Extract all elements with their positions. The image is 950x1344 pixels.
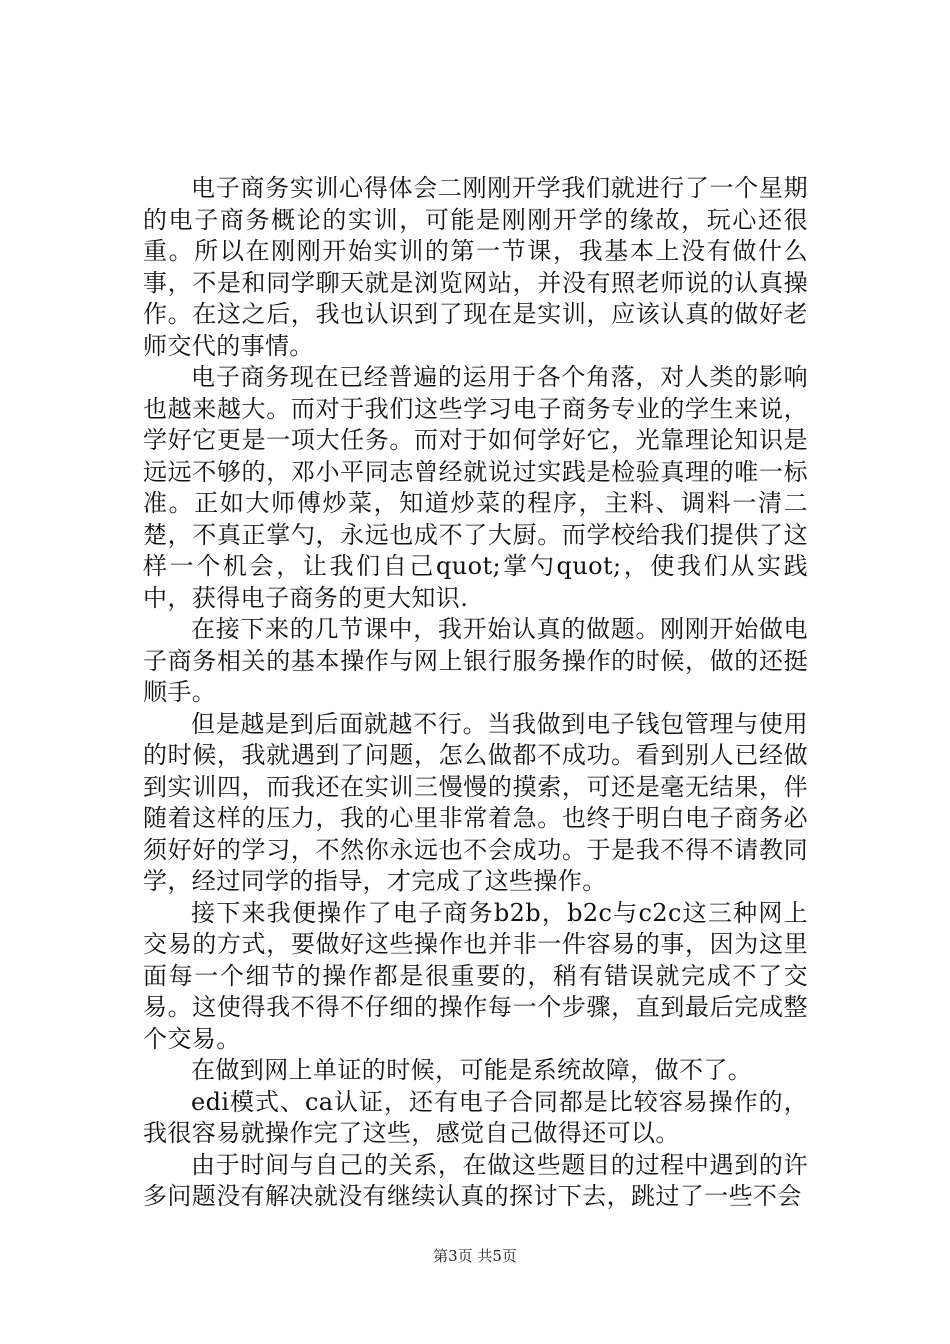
document-body [143, 173, 808, 1213]
paragraph-7: edi模式、ca认证，还有电子合同都是比较容易操作的，我很容易就操作完了这些，感觉自己做得还可以。 [143, 1087, 808, 1147]
paragraph-5: 接下来我便操作了电子商务b2b，b2c与c2c这三种网上交易的方式，要做好这些操作也并非一件容易的事，因为这里面每一个细节的操作都是很重要的，稍有错误就完成不了交易。这使得我不得不仔细的操作每一个步骤，直到最后完成整个交易。 [143, 898, 808, 1053]
page-number: 第3页 [433, 1247, 473, 1265]
paragraph-8: 由于时间与自己的关系，在做这些题目的过程中遇到的许多问题没有解决就没有继续认真的探讨下去，跳过了一些不会 [143, 1150, 808, 1210]
paragraph-4: 但是越是到后面就越不行。当我做到电子钱包管理与使用的时候，我就遇到了问题，怎么做都不成功。看到别人已经做到实训四，而我还在实训三慢慢的摸索，可还是毫无结果，伴随着这样的压力，我的心里非常着急。也终于明白电子商务必须好好的学习，不然你永远也不会成功。于是我不得不请教同学，经过同学的指导，才完成了这些操作。 [143, 709, 808, 895]
page-footer [0, 1245, 950, 1266]
paragraph-2: 电子商务现在已经普遍的运用于各个角落，对人类的影响也越来越大。而对于我们这些学习电子商务专业的学生来说，学好它更是一项大任务。而对于如何学好它，光靠理论知识是远远不够的，邓小平同志曾经就说过实践是检验真理的唯一标准。正如大师傅炒菜，知道炒菜的程序，主料、调料一清二楚，不真正掌勺，永远也成不了大厨。而学校给我们提供了这样一个机会，让我们自己quot;掌勺quot;，使我们从实践中，获得电子商务的更大知识. [143, 363, 808, 612]
page-total: 共5页 [477, 1247, 517, 1265]
paragraph-1: 电子商务实训心得体会二刚刚开学我们就进行了一个星期的电子商务概论的实训，可能是刚刚开学的缘故，玩心还很重。所以在刚刚开始实训的第一节课，我基本上没有做什么事，不是和同学聊天就是浏览网站，并没有照老师说的认真操作。在这之后，我也认识到了现在是实训，应该认真的做好老师交代的事情。 [143, 174, 808, 360]
paragraph-3: 在接下来的几节课中，我开始认真的做题。刚刚开始做电子商务相关的基本操作与网上银行服务操作的时候，做的还挺顺手。 [143, 615, 808, 706]
paragraph-6: 在做到网上单证的时候，可能是系统故障，做不了。 [191, 1056, 753, 1084]
